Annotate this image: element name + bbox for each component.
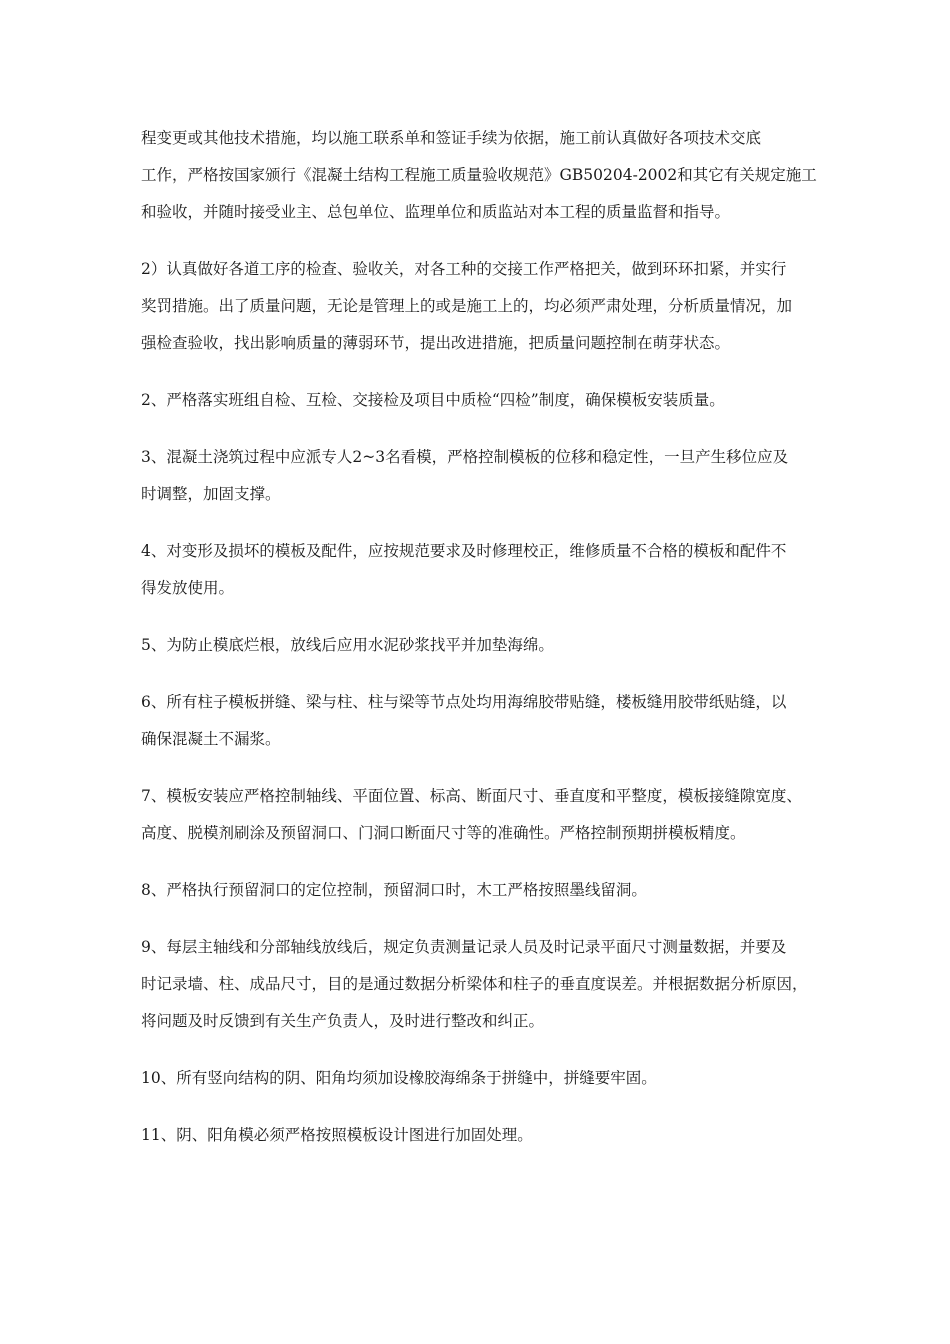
text-line: 时记录墙、柱、成品尺寸，目的是通过数据分析梁体和柱子的垂直度误差。并根据数据分析原因， — [141, 975, 808, 993]
paragraph-item-8 — [141, 872, 871, 909]
text-line: 4、对变形及损坏的模板及配件，应按规范要求及时修理校正，维修质量不合格的模板和配件不 — [141, 542, 787, 560]
text-line: 得发放使用。 — [141, 579, 235, 597]
paragraph-technical-disclosure — [141, 120, 871, 231]
paragraph-item-10 — [141, 1060, 871, 1097]
text-line: 奖罚措施。出了质量问题，无论是管理上的或是施工上的，均必须严肃处理，分析质量情况，加 — [141, 297, 793, 315]
paragraph-item-9 — [141, 929, 871, 1040]
text-line: 和验收，并随时接受业主、总包单位、监理单位和质监站对本工程的质量监督和指导。 — [141, 203, 731, 221]
paragraph-item-4 — [141, 533, 871, 607]
text-line: 2、严格落实班组自检、互检、交接检及项目中质检“四检”制度，确保模板安装质量。 — [141, 391, 725, 409]
paragraph-item-7 — [141, 778, 871, 852]
text-line: 7、模板安装应严格控制轴线、平面位置、标高、断面尺寸、垂直度和平整度，模板接缝隙宽度、 — [141, 787, 802, 805]
text-line: 11、阴、阳角模必须严格按照模板设计图进行加固处理。 — [141, 1126, 533, 1144]
text-line: 强检查验收，找出影响质量的薄弱环节，提出改进措施，把质量问题控制在萌芽状态。 — [141, 334, 731, 352]
text-line: 10、所有竖向结构的阴、阳角均须加设橡胶海绵条于拼缝中，拼缝要牢固。 — [141, 1069, 657, 1087]
paragraph-item-6 — [141, 684, 871, 758]
text-line: 5、为防止模底烂根，放线后应用水泥砂浆找平并加垫海绵。 — [141, 636, 554, 654]
paragraph-item-5 — [141, 627, 871, 664]
text-line: 8、严格执行预留洞口的定位控制，预留洞口时，木工严格按照墨线留洞。 — [141, 881, 647, 899]
document-body — [141, 120, 871, 1174]
paragraph-item-3 — [141, 439, 871, 513]
text-line: 3、混凝土浇筑过程中应派专人2~3名看模，严格控制模板的位移和稳定性，一旦产生移位应及 — [141, 448, 789, 466]
text-line: 时调整，加固支撑。 — [141, 485, 281, 503]
text-line: 6、所有柱子模板拼缝、梁与柱、柱与梁等节点处均用海绵胶带贴缝，楼板缝用胶带纸贴缝，以 — [141, 693, 787, 711]
paragraph-item-2-four-checks — [141, 382, 871, 419]
text-line: 高度、脱模剂刷涂及预留洞口、门洞口断面尺寸等的准确性。严格控制预期拼模板精度。 — [141, 824, 746, 842]
paragraph-item-11 — [141, 1117, 871, 1154]
text-line: 9、每层主轴线和分部轴线放线后，规定负责测量记录人员及时记录平面尺寸测量数据，并要及 — [141, 938, 787, 956]
paragraph-item-2-inspection — [141, 251, 871, 362]
text-line: 2）认真做好各道工序的检查、验收关，对各工种的交接工作严格把关，做到环环扣紧，并实行 — [141, 260, 787, 278]
text-line: 确保混凝土不漏浆。 — [141, 730, 281, 748]
text-line: 将问题及时反馈到有关生产负责人，及时进行整改和纠正。 — [141, 1012, 545, 1030]
text-line: 程变更或其他技术措施，均以施工联系单和签证手续为依据，施工前认真做好各项技术交底 — [141, 129, 762, 147]
text-line: 工作，严格按国家颁行《混凝土结构工程施工质量验收规范》GB50204-2002和其它有关规定施工 — [141, 166, 817, 184]
